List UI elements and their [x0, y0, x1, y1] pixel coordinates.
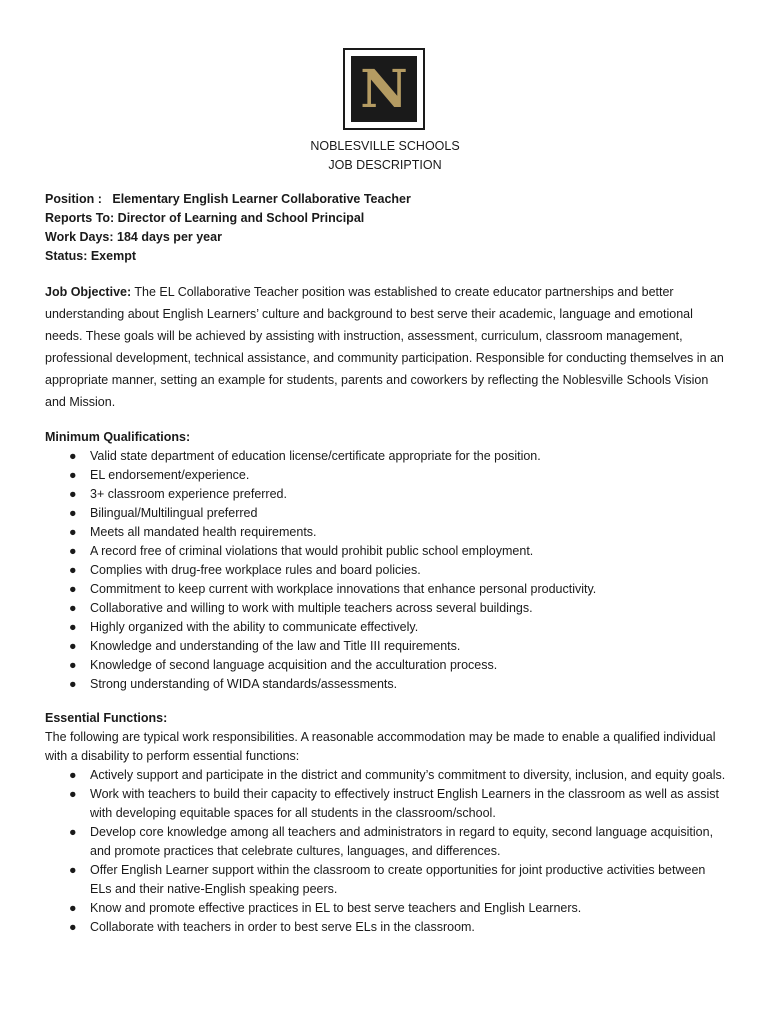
bullet-icon: ● — [69, 601, 77, 615]
bullet-icon: ● — [69, 658, 77, 672]
logo-badge — [351, 56, 417, 122]
list-item: ● Strong understanding of WIDA standards/assessments. — [45, 675, 730, 694]
list-item: ● Highly organized with the ability to communicate effectively. — [45, 618, 730, 637]
list-item: ● Complies with drug-free workplace rules and board policies. — [45, 561, 730, 580]
min-qualifications-title: Minimum Qualifications: — [45, 430, 191, 444]
bullet-icon: ● — [69, 487, 77, 501]
bullet-icon: ● — [69, 506, 77, 520]
essential-functions-title: Essential Functions: — [45, 711, 168, 725]
list-item: ● Actively support and participate in the district and community’s commitment to diversity, inclusion, and equity goals. — [45, 766, 730, 785]
bullet-icon: ● — [69, 525, 77, 539]
position-info — [45, 190, 411, 266]
list-item: ● A record free of criminal violations that would prohibit public school employment. — [45, 542, 730, 561]
list-item: ● Knowledge of second language acquisition and the acculturation process. — [45, 656, 730, 675]
bullet-icon: ● — [69, 449, 77, 463]
list-item: ● Commitment to keep current with workplace innovations that enhance personal productivity. — [45, 580, 730, 599]
list-item: ● Offer English Learner support within the classroom to create opportunities for joint productive activities between ELs and their native-English speaking peers. — [69, 863, 706, 896]
bullet-icon: ● — [69, 825, 77, 839]
essential-functions-list — [45, 766, 730, 937]
logo-letter: N — [360, 59, 408, 120]
position-line: Position : Elementary English Learner Collaborative Teacher — [45, 192, 411, 206]
essential-functions-intro: The following are typical work responsibilities. A reasonable accommodation may be made to enable a qualified individual with a disability to perform essential functions: — [45, 730, 716, 763]
bullet-icon: ● — [69, 468, 77, 482]
list-item: ● Meets all mandated health requirements. — [45, 523, 730, 542]
list-item: ● Work with teachers to build their capacity to effectively instruct English Learners in the classroom as well as assist with developing equitable spaces for all students in the classroom/school. — [69, 787, 719, 820]
bullet-icon: ● — [69, 863, 77, 877]
document-header — [0, 137, 770, 175]
essential-functions — [45, 709, 730, 937]
objective-label: Job Objective: — [45, 285, 132, 299]
bullet-icon: ● — [69, 920, 77, 934]
list-item: ● Know and promote effective practices in EL to best serve teachers and English Learners. — [45, 899, 730, 918]
org-name: NOBLESVILLE SCHOOLS — [310, 139, 460, 153]
bullet-icon: ● — [69, 901, 77, 915]
bullet-icon: ● — [69, 639, 77, 653]
list-item: ● Knowledge and understanding of the law and Title III requirements. — [45, 637, 730, 656]
bullet-icon: ● — [69, 563, 77, 577]
status-line: Status: Exempt — [45, 249, 136, 263]
bullet-icon: ● — [69, 620, 77, 634]
work-days-line: Work Days: 184 days per year — [45, 230, 222, 244]
bullet-icon: ● — [69, 787, 77, 801]
reports-to-line: Reports To: Director of Learning and School Principal — [45, 211, 365, 225]
doc-type: JOB DESCRIPTION — [328, 158, 442, 172]
list-item: ● Develop core knowledge among all teachers and administrators in regard to equity, second language acquisition, and promote practices that celebrate cultures, languages, and differences. — [69, 825, 714, 858]
list-item: ● Collaborate with teachers in order to best serve ELs in the classroom. — [45, 918, 730, 937]
bullet-icon: ● — [69, 768, 77, 782]
bullet-icon: ● — [69, 544, 77, 558]
bullet-icon: ● — [69, 582, 77, 596]
objective-text: The EL Collaborative Teacher position was established to create educator partnerships and better understanding about English Learners’ culture and background to best serve their academic, language and emotional needs. These goals will be achieved by assisting with instruction, assessment, curriculum, classroom management, professional development, technical assistance, and community participation. Responsible for conducting themselves in an appropriate manner, setting an example for students, parents and coworkers by reflecting the Noblesville Schools Vision and Mission. — [45, 285, 724, 409]
min-qualifications-list — [45, 447, 730, 694]
list-item: ● Bilingual/Multilingual preferred — [45, 504, 730, 523]
list-item: ● Valid state department of education license/certificate appropriate for the position. — [45, 447, 730, 466]
list-item: ● 3+ classroom experience preferred. — [45, 485, 730, 504]
noblesville-logo — [343, 48, 425, 130]
bullet-icon: ● — [69, 677, 77, 691]
minimum-qualifications — [45, 428, 730, 694]
job-objective — [45, 281, 730, 413]
list-item: ● EL endorsement/experience. — [45, 466, 730, 485]
list-item: ● Collaborative and willing to work with multiple teachers across several buildings. — [45, 599, 730, 618]
